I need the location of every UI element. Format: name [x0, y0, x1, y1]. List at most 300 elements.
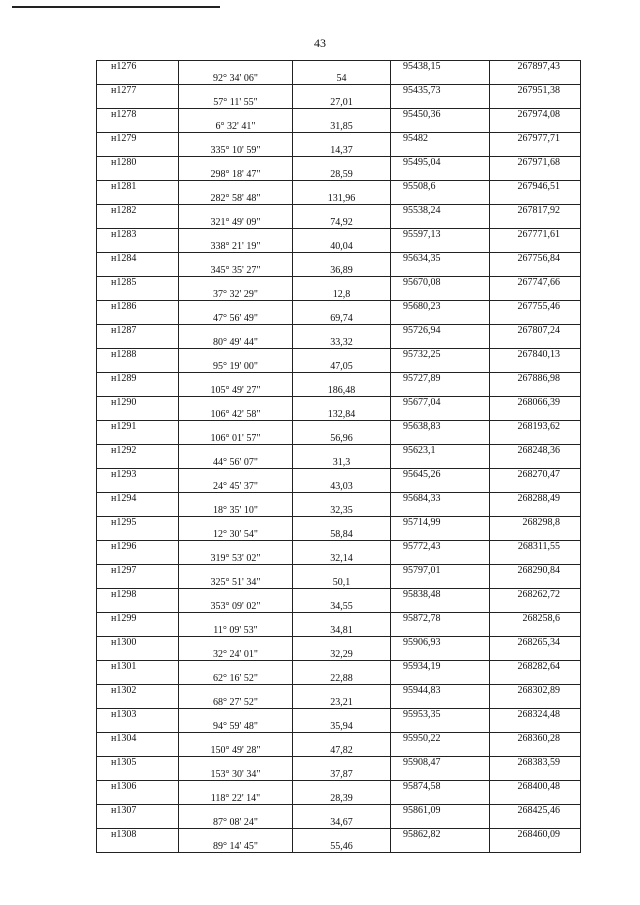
point-id: н1305 — [97, 757, 179, 769]
empty-cell — [97, 553, 179, 565]
point-row — [97, 325, 581, 337]
empty-cell — [490, 745, 581, 757]
segment-row — [97, 721, 581, 733]
empty-cell — [97, 505, 179, 517]
x-coordinate: 95862,82 — [391, 829, 490, 841]
empty-cell — [391, 385, 490, 397]
x-coordinate: 95772,43 — [391, 541, 490, 553]
empty-cell — [293, 229, 391, 241]
x-coordinate: 95872,78 — [391, 613, 490, 625]
empty-cell — [293, 589, 391, 601]
empty-cell — [293, 133, 391, 145]
segment-length: 32,29 — [293, 649, 391, 661]
empty-cell — [490, 505, 581, 517]
empty-cell — [293, 109, 391, 121]
point-id: н1287 — [97, 325, 179, 337]
y-coordinate: 268248,36 — [490, 445, 581, 457]
empty-cell — [391, 169, 490, 181]
empty-cell — [179, 469, 293, 481]
empty-cell — [293, 277, 391, 289]
empty-cell — [391, 145, 490, 157]
empty-cell — [391, 817, 490, 829]
segment-length: 12,8 — [293, 289, 391, 301]
x-coordinate: 95727,89 — [391, 373, 490, 385]
empty-cell — [293, 349, 391, 361]
y-coordinate: 268270,47 — [490, 469, 581, 481]
empty-cell — [391, 481, 490, 493]
segment-length: 22,88 — [293, 673, 391, 685]
y-coordinate: 268324,48 — [490, 709, 581, 721]
segment-row — [97, 673, 581, 685]
point-id: н1296 — [97, 541, 179, 553]
empty-cell — [179, 205, 293, 217]
empty-cell — [179, 565, 293, 577]
segment-length: 37,87 — [293, 769, 391, 781]
empty-cell — [490, 265, 581, 277]
empty-cell — [179, 109, 293, 121]
direction-angle: 24° 45' 37" — [179, 481, 293, 493]
empty-cell — [179, 517, 293, 529]
point-row — [97, 445, 581, 457]
segment-length: 14,37 — [293, 145, 391, 157]
x-coordinate: 95950,22 — [391, 733, 490, 745]
point-id: н1290 — [97, 397, 179, 409]
point-id: н1302 — [97, 685, 179, 697]
segment-length: 31,3 — [293, 457, 391, 469]
empty-cell — [97, 817, 179, 829]
empty-cell — [97, 289, 179, 301]
empty-cell — [391, 793, 490, 805]
empty-cell — [179, 397, 293, 409]
empty-cell — [293, 709, 391, 721]
segment-row — [97, 553, 581, 565]
x-coordinate: 95684,33 — [391, 493, 490, 505]
direction-angle: 44° 56' 07" — [179, 457, 293, 469]
empty-cell — [490, 97, 581, 109]
empty-cell — [293, 661, 391, 673]
segment-row — [97, 457, 581, 469]
empty-cell — [490, 649, 581, 661]
empty-cell — [179, 613, 293, 625]
point-row — [97, 277, 581, 289]
empty-cell — [179, 61, 293, 73]
empty-cell — [490, 241, 581, 253]
empty-cell — [391, 529, 490, 541]
segment-length: 36,89 — [293, 265, 391, 277]
segment-row — [97, 409, 581, 421]
empty-cell — [391, 313, 490, 325]
empty-cell — [97, 409, 179, 421]
segment-length: 28,59 — [293, 169, 391, 181]
segment-row — [97, 265, 581, 277]
x-coordinate: 95861,09 — [391, 805, 490, 817]
empty-cell — [293, 541, 391, 553]
segment-row — [97, 817, 581, 829]
point-row — [97, 613, 581, 625]
empty-cell — [97, 793, 179, 805]
point-id: н1294 — [97, 493, 179, 505]
empty-cell — [391, 193, 490, 205]
y-coordinate: 268282,64 — [490, 661, 581, 673]
point-row — [97, 301, 581, 313]
direction-angle: 106° 01' 57" — [179, 433, 293, 445]
segment-length: 47,82 — [293, 745, 391, 757]
empty-cell — [391, 769, 490, 781]
point-row — [97, 109, 581, 121]
empty-cell — [179, 373, 293, 385]
segment-length: 27,01 — [293, 97, 391, 109]
point-row — [97, 733, 581, 745]
empty-cell — [179, 421, 293, 433]
direction-angle: 47° 56' 49" — [179, 313, 293, 325]
empty-cell — [490, 721, 581, 733]
x-coordinate: 95435,73 — [391, 85, 490, 97]
point-id: н1299 — [97, 613, 179, 625]
point-row — [97, 229, 581, 241]
empty-cell — [293, 325, 391, 337]
x-coordinate: 95438,15 — [391, 61, 490, 73]
empty-cell — [391, 433, 490, 445]
x-coordinate: 95482 — [391, 133, 490, 145]
y-coordinate: 267747,66 — [490, 277, 581, 289]
empty-cell — [97, 241, 179, 253]
x-coordinate: 95508,6 — [391, 181, 490, 193]
x-coordinate: 95638,83 — [391, 421, 490, 433]
empty-cell — [293, 733, 391, 745]
point-id: н1283 — [97, 229, 179, 241]
point-id: н1303 — [97, 709, 179, 721]
point-id: н1308 — [97, 829, 179, 841]
segment-row — [97, 337, 581, 349]
point-row — [97, 469, 581, 481]
segment-row — [97, 241, 581, 253]
header-rule — [12, 6, 220, 8]
point-id: н1306 — [97, 781, 179, 793]
point-id: н1293 — [97, 469, 179, 481]
empty-cell — [179, 157, 293, 169]
x-coordinate: 95677,04 — [391, 397, 490, 409]
direction-angle: 12° 30' 54" — [179, 529, 293, 541]
empty-cell — [293, 829, 391, 841]
empty-cell — [490, 409, 581, 421]
segment-row — [97, 649, 581, 661]
point-row — [97, 829, 581, 841]
direction-angle: 118° 22' 14" — [179, 793, 293, 805]
empty-cell — [97, 145, 179, 157]
y-coordinate: 267951,38 — [490, 85, 581, 97]
segment-length: 55,46 — [293, 841, 391, 853]
point-id: н1291 — [97, 421, 179, 433]
y-coordinate: 267946,51 — [490, 181, 581, 193]
segment-length: 35,94 — [293, 721, 391, 733]
empty-cell — [490, 121, 581, 133]
x-coordinate: 95874,58 — [391, 781, 490, 793]
direction-angle: 89° 14' 45" — [179, 841, 293, 853]
empty-cell — [490, 481, 581, 493]
direction-angle: 92° 34' 06" — [179, 73, 293, 85]
empty-cell — [179, 733, 293, 745]
empty-cell — [293, 781, 391, 793]
page-number: 43 — [314, 36, 326, 50]
direction-angle: 338° 21' 19" — [179, 241, 293, 253]
direction-angle: 68° 27' 52" — [179, 697, 293, 709]
direction-angle: 6° 32' 41" — [179, 121, 293, 133]
empty-cell — [97, 697, 179, 709]
y-coordinate: 267755,46 — [490, 301, 581, 313]
empty-cell — [97, 433, 179, 445]
empty-cell — [490, 457, 581, 469]
empty-cell — [391, 217, 490, 229]
empty-cell — [293, 253, 391, 265]
empty-cell — [97, 313, 179, 325]
point-row — [97, 565, 581, 577]
y-coordinate: 268066,39 — [490, 397, 581, 409]
segment-length: 31,85 — [293, 121, 391, 133]
y-coordinate: 268265,34 — [490, 637, 581, 649]
empty-cell — [179, 301, 293, 313]
empty-cell — [293, 421, 391, 433]
point-id: н1300 — [97, 637, 179, 649]
y-coordinate: 268302,89 — [490, 685, 581, 697]
empty-cell — [391, 409, 490, 421]
segment-length: 74,92 — [293, 217, 391, 229]
empty-cell — [97, 841, 179, 853]
direction-angle: 62° 16' 52" — [179, 673, 293, 685]
segment-row — [97, 193, 581, 205]
empty-cell — [97, 193, 179, 205]
segment-length: 32,35 — [293, 505, 391, 517]
segment-length: 50,1 — [293, 577, 391, 589]
empty-cell — [97, 529, 179, 541]
point-row — [97, 157, 581, 169]
y-coordinate: 267897,43 — [490, 61, 581, 73]
empty-cell — [490, 577, 581, 589]
segment-length: 32,14 — [293, 553, 391, 565]
empty-cell — [490, 697, 581, 709]
segment-row — [97, 313, 581, 325]
empty-cell — [97, 217, 179, 229]
x-coordinate: 95797,01 — [391, 565, 490, 577]
empty-cell — [97, 601, 179, 613]
empty-cell — [391, 577, 490, 589]
segment-length: 34,81 — [293, 625, 391, 637]
empty-cell — [391, 241, 490, 253]
y-coordinate: 268288,49 — [490, 493, 581, 505]
direction-angle: 37° 32' 29" — [179, 289, 293, 301]
empty-cell — [490, 673, 581, 685]
empty-cell — [293, 757, 391, 769]
direction-angle: 80° 49' 44" — [179, 337, 293, 349]
empty-cell — [490, 217, 581, 229]
segment-row — [97, 601, 581, 613]
segment-length: 34,55 — [293, 601, 391, 613]
empty-cell — [391, 97, 490, 109]
point-id: н1304 — [97, 733, 179, 745]
direction-angle: 18° 35' 10" — [179, 505, 293, 517]
direction-angle: 57° 11' 55" — [179, 97, 293, 109]
empty-cell — [391, 625, 490, 637]
point-row — [97, 781, 581, 793]
direction-angle: 298° 18' 47" — [179, 169, 293, 181]
x-coordinate: 95726,94 — [391, 325, 490, 337]
point-id: н1284 — [97, 253, 179, 265]
empty-cell — [97, 649, 179, 661]
point-row — [97, 661, 581, 673]
empty-cell — [391, 289, 490, 301]
empty-cell — [179, 709, 293, 721]
point-id: н1285 — [97, 277, 179, 289]
segment-length: 54 — [293, 73, 391, 85]
x-coordinate: 95944,83 — [391, 685, 490, 697]
empty-cell — [179, 181, 293, 193]
empty-cell — [179, 277, 293, 289]
empty-cell — [179, 253, 293, 265]
empty-cell — [490, 361, 581, 373]
empty-cell — [490, 145, 581, 157]
x-coordinate: 95597,13 — [391, 229, 490, 241]
point-id: н1301 — [97, 661, 179, 673]
segment-row — [97, 289, 581, 301]
segment-length: 47,05 — [293, 361, 391, 373]
empty-cell — [293, 301, 391, 313]
x-coordinate: 95634,35 — [391, 253, 490, 265]
empty-cell — [97, 337, 179, 349]
empty-cell — [490, 625, 581, 637]
x-coordinate: 95495,04 — [391, 157, 490, 169]
empty-cell — [391, 457, 490, 469]
empty-cell — [179, 325, 293, 337]
segment-length: 132,84 — [293, 409, 391, 421]
direction-angle: 32° 24' 01" — [179, 649, 293, 661]
empty-cell — [179, 133, 293, 145]
empty-cell — [293, 157, 391, 169]
segment-length: 40,04 — [293, 241, 391, 253]
empty-cell — [179, 661, 293, 673]
empty-cell — [490, 553, 581, 565]
point-row — [97, 685, 581, 697]
boundary-coordinates-table — [96, 60, 581, 853]
empty-cell — [391, 337, 490, 349]
empty-cell — [179, 685, 293, 697]
direction-angle: 321° 49' 09" — [179, 217, 293, 229]
x-coordinate: 95838,48 — [391, 589, 490, 601]
empty-cell — [293, 469, 391, 481]
direction-angle: 94° 59' 48" — [179, 721, 293, 733]
x-coordinate: 95714,99 — [391, 517, 490, 529]
empty-cell — [97, 121, 179, 133]
y-coordinate: 268193,62 — [490, 421, 581, 433]
segment-row — [97, 385, 581, 397]
empty-cell — [97, 97, 179, 109]
point-row — [97, 397, 581, 409]
point-id: н1279 — [97, 133, 179, 145]
empty-cell — [391, 721, 490, 733]
empty-cell — [391, 265, 490, 277]
direction-angle: 335° 10' 59" — [179, 145, 293, 157]
empty-cell — [97, 169, 179, 181]
segment-row — [97, 745, 581, 757]
x-coordinate: 95908,47 — [391, 757, 490, 769]
y-coordinate: 268460,09 — [490, 829, 581, 841]
empty-cell — [179, 805, 293, 817]
point-row — [97, 589, 581, 601]
point-row — [97, 805, 581, 817]
x-coordinate: 95538,24 — [391, 205, 490, 217]
direction-angle: 150° 49' 28" — [179, 745, 293, 757]
y-coordinate: 268383,59 — [490, 757, 581, 769]
empty-cell — [490, 73, 581, 85]
point-row — [97, 181, 581, 193]
direction-angle: 345° 35' 27" — [179, 265, 293, 277]
direction-angle: 282° 58' 48" — [179, 193, 293, 205]
empty-cell — [391, 649, 490, 661]
empty-cell — [293, 805, 391, 817]
point-id: н1307 — [97, 805, 179, 817]
point-row — [97, 133, 581, 145]
segment-row — [97, 841, 581, 853]
segment-row — [97, 769, 581, 781]
point-row — [97, 421, 581, 433]
empty-cell — [490, 385, 581, 397]
empty-cell — [490, 529, 581, 541]
y-coordinate: 267886,98 — [490, 373, 581, 385]
point-id: н1281 — [97, 181, 179, 193]
empty-cell — [391, 697, 490, 709]
empty-cell — [293, 637, 391, 649]
empty-cell — [391, 73, 490, 85]
segment-length: 186,48 — [293, 385, 391, 397]
segment-row — [97, 577, 581, 589]
empty-cell — [490, 337, 581, 349]
direction-angle: 95° 19' 00" — [179, 361, 293, 373]
empty-cell — [391, 601, 490, 613]
y-coordinate: 267771,61 — [490, 229, 581, 241]
empty-cell — [490, 193, 581, 205]
empty-cell — [293, 613, 391, 625]
empty-cell — [179, 229, 293, 241]
point-row — [97, 517, 581, 529]
direction-angle: 11° 09' 53" — [179, 625, 293, 637]
empty-cell — [391, 361, 490, 373]
y-coordinate: 267807,24 — [490, 325, 581, 337]
point-row — [97, 205, 581, 217]
empty-cell — [293, 85, 391, 97]
point-id: н1298 — [97, 589, 179, 601]
point-id: н1295 — [97, 517, 179, 529]
point-row — [97, 61, 581, 73]
segment-length: 34,67 — [293, 817, 391, 829]
empty-cell — [179, 85, 293, 97]
point-id: н1276 — [97, 61, 179, 73]
empty-cell — [391, 745, 490, 757]
segment-length: 43,03 — [293, 481, 391, 493]
point-row — [97, 709, 581, 721]
empty-cell — [490, 769, 581, 781]
direction-angle: 153° 30' 34" — [179, 769, 293, 781]
direction-angle: 325° 51' 34" — [179, 577, 293, 589]
empty-cell — [97, 745, 179, 757]
y-coordinate: 267971,68 — [490, 157, 581, 169]
empty-cell — [97, 457, 179, 469]
segment-row — [97, 481, 581, 493]
segment-length: 33,32 — [293, 337, 391, 349]
empty-cell — [293, 397, 391, 409]
segment-length: 56,96 — [293, 433, 391, 445]
point-row — [97, 637, 581, 649]
empty-cell — [293, 181, 391, 193]
empty-cell — [179, 757, 293, 769]
empty-cell — [97, 625, 179, 637]
